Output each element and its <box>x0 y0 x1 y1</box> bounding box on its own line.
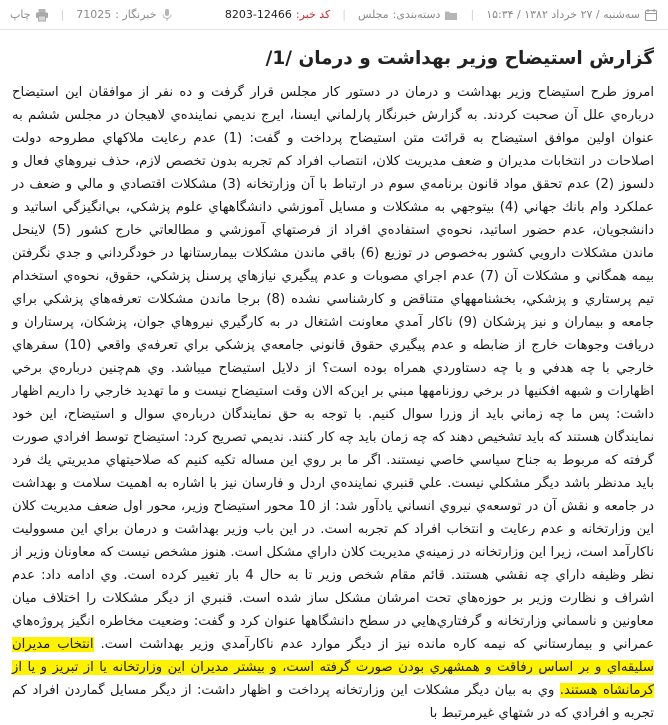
reporter-meta <box>76 8 174 22</box>
meta-separator: | <box>60 8 65 21</box>
print-label: چاپ <box>10 8 31 21</box>
article-body-continuation: وي به بيان ديگر مشكلات اين وزارتخانه پرداخت و اظهار داشت: از ديگر مسايل گماردن افراد كم تجربه و افرادي كه در شتهاي غيرمرتبط با <box>12 683 654 721</box>
meta-separator: | <box>342 8 346 21</box>
category-label: دسته‌بندی: <box>392 8 441 21</box>
calendar-icon <box>644 8 658 22</box>
article-meta-bar <box>0 0 668 30</box>
code-label: کد خبر: <box>295 8 331 21</box>
meta-left-group <box>10 8 174 22</box>
article-body-text: امروز طرح استيضاح وزير بهداشت و درمان در دستور كار مجلس قرار گرفت و ده نفر از موافقان اين استيضاح درباره‌ي علل آن صحبت كردند. به گزارش خبرنگار پارلماني ايسنا، ايرج نديمي نماينده‌ي لاهيجان در مجلس ششم به عنوان اولين موافق استيضاح به قرائت متن استيضاح پرداخت و گفت: (1) عدم رعايت ملاكهاي مطروحه دولت اصلاحات در انتخابات مديران و ضعف مديريت كلان، انتصاب افراد كم تجربه بدون تخصص لازم، حذف نيروهاي فعال و دلسوز (2) عدم تحقق مواد قانون برنامه‌ي سوم در ارتباط با آن وزارتخانه (3) مشكلات اقتصادي و مالي و ضعف در عملكرد وام بانك جهاني (4) بيتوجهي به مشكلات و مسايل آموزشي دانشگاههاي علوم پزشكي، بي‌انگيزگي اساتيد و دانشجويان، عدم حضور اساتيد، نحوه‌ي استفاده‌ي افراد از فرصتهاي آموزشي و مطالعاتي خارج كشور (5) لاينحل ماندن مشكلات دارويي كشور به‌خصوص در توزيع (6) باقي ماندن مشكلات بيمارستانها در خودگرداني و جدي نگرفتن بيمه همگاني و مشكلات آن (7) عدم اجراي مصوبات و عدم پيگيري نيازهاي پرسنل پزشكي، حقوق، نحوه‌ي استخدام تيم پرستاري و پزشكي، بخشنامههاي متناقض و كارشناسي نشده (8) برجا ماندن مشكلات تعرفه‌هاي پزشكي براي جامعه و بيماران و نيز پزشكان (9) ناكار آمدي معاونت اشتغال در به كارگيري نيروهاي جوان، پزشكان، پرستاران و دريافت وجوهات خارج از ضابطه و عدم پيگيري حقوق قانوني جامعه‌ي پزشكي براي تعرفه‌ي واقعي (10) سفرهاي خارجي با چه هدفي و با چه دستاوردي همراه بوده است؟ از دلايل استيضاح ميباشد. وي هم‌چنين درباره‌ي برخي اظهارات و شبهه افكنيها در برخي روزنامهها مبني بر اين‌كه الان وقت استيضاح نيست و ما تهديد خارجي را داريم اظهار داشت: پس ما چه زماني بايد از وزرا سوال كنيم. با توجه به حق نمايندگان درباره‌ي سوال و استيضاح، اين خود نمايندگان هستند كه بايد تشخيص دهند كه چه زمان بايد چه كار كنند. نديمي تصريح كرد: استيضاح توسط افرادي صورت گرفته كه مربوط به جناح سياسي خاصي نيستند. اگر ما بر روي اين مساله تكيه كنيم كه صلاحيتهاي مديريتي يك فرد بايد مدنظر باشد ديگر مشكلي نيست. علي قنبري نماينده‌ي اردل و فارسان نيز با اشاره به اهميت سلامت و بهداشت در جامعه و نقش آن در توسعه‌ي نيروي انساني يادآور شد: از 10 محور استيضاح وزير، محور اول ضعف مديريت كلان اين وزارتخانه و عدم رعايت و انتخاب افراد كم تجربه است. در اين باب وزير بهداشت و درمان براي اين مسووليت ناكارآمد است، زيرا اين وزارتخانه در زمينه‌ي مديريت كلان داراي مشكل است. هنوز مشخص نيست كه معاونان وزير از نظر وظيفه داراي چه نقشي هستند. قائم مقام شخص وزير تا به حال 4 بار تغيير كرده است. وي ادامه داد: عدم اشراف و نظارت وزير بر حوزه‌هاي تحت امرشان مشكل ساز شده است. قنبري از ديگر مشكلات را اختلاف ميان معاونين و ناسماني وزارتخانه و گرفتاري‌هايي در سطح دانشگاهها عنوان كرد و گفت: وضعيت مخاطره انگيز پروژه‌هاي عمراني و بيمارستاني كه نيمه كاره مانده نيز از ديگر موارد عدم ناكارآمدي وزير بهداشت است. <box>12 85 655 652</box>
category-link[interactable]: مجلس <box>357 8 389 21</box>
reporter-value: 71025 <box>76 8 112 21</box>
meta-right-group <box>225 8 658 22</box>
printer-icon <box>35 8 49 22</box>
folder-icon <box>444 8 458 22</box>
code-value: 8203-12466 <box>224 8 292 21</box>
meta-separator: | <box>470 8 475 21</box>
category-meta <box>358 8 458 22</box>
article-title: گزارش استيضاح وزير بهداشت و درمان /1/ <box>265 48 654 69</box>
date-meta <box>486 8 658 22</box>
code-meta <box>225 8 330 21</box>
reporter-label: خبرنگار : <box>115 8 157 21</box>
article-date: سه‌شنبه / ۲۷ خرداد ۱۳۸۲ / ۱۵:۳۴ <box>486 8 640 21</box>
highlighted-sentence: انتخاب مديران سليقه‌اي و بر اساس رفاقت و همشهري بودن صورت گرفته است، و بيشتر مديران اين وزارتخانه يا از تبريز و يا از كرمانشاه هستند. <box>12 637 654 698</box>
print-button[interactable] <box>10 8 49 22</box>
article-body <box>12 81 654 725</box>
microphone-icon <box>160 8 174 22</box>
